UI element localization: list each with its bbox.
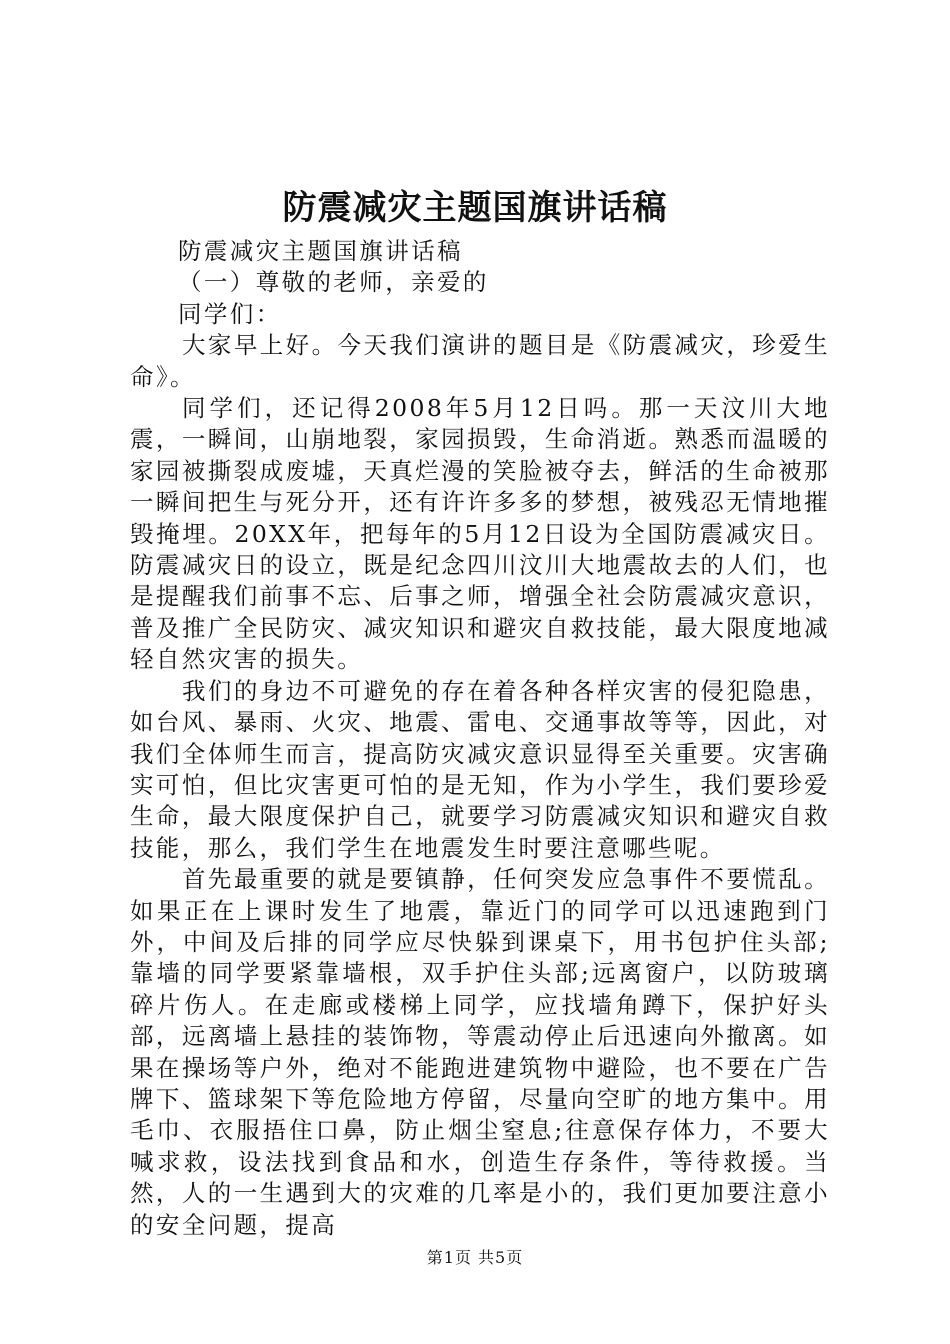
paragraph-hazards: 我们的身边不可避免的存在着各种各样灾害的侵犯隐患，如台风、暴雨、火灾、地震、雷电、交通事故等等，因此，对我们全体师生而言，提高防灾减灾意识显得至关重要。灾害确实可怕，但比灾害更可怕的是无知，作为小学生，我们要珍爱生命，最大限度保护自己，就要学习防震减灾知识和避灾自救技能，那么，我们学生在地震发生时要注意哪些呢。 <box>130 676 830 862</box>
subtitle-line: 防震减灾主题国旗讲话稿 <box>178 237 463 265</box>
salutation-line: （一）尊敬的老师，亲爱的 <box>178 268 489 297</box>
paragraph-earthquake-safety: 首先最重要的就是要镇静，任何突发应急事件不要慌乱。如果正在上课时发生了地震，靠近门的同学可以迅速跑到门外，中间及后排的同学应尽快躲到课桌下，用书包护住头部;靠墙的同学要紧靠墙根，双手护住头部;远离窗户，以防玻璃碎片伤人。在走廊或楼梯上同学，应找墙角蹲下，保护好头部，远离墙上悬挂的装饰物，等震动停止后迅速向外撤离。如果在操场等户外，绝对不能跑进建筑物中避险，也不要在广告牌下、篮球架下等危险地方停留，尽量向空旷的地方集中。用毛巾、衣服捂住口鼻，防止烟尘窒息;往意保存体力，不要大喊求救，设法找到食品和水，创造生存条件，等待救援。当然，人的一生遇到大的灾难的几率是小的，我们更加要注意小的安全问题，提高 <box>130 865 830 1239</box>
page-footer: 第1页 共5页 <box>426 1248 524 1267</box>
paragraph-greeting: 大家早上好。今天我们演讲的题目是《防震减灾，珍爱生命》。 <box>130 331 830 391</box>
salutation-line-2: 同学们： <box>178 299 282 328</box>
document-body <box>130 236 830 1241</box>
paragraph-wenchuan: 同学们，还记得2008年5月12日吗。那一天汶川大地震，一瞬间，山崩地裂，家园损毁，生命消逝。熟悉而温暖的家园被撕裂成废墟，天真烂漫的笑脸被夺去，鲜活的生命被那一瞬间把生与死分开，还有许许多多的梦想，被残忍无情地摧毁掩埋。20XX年，把每年的5月12日设为全国防震减灾日。防震减灾日的设立，既是纪念四川汶川大地震故去的人们，也是提醒我们前事不忘、后事之师，增强全社会防震减灾意识，普及推广全民防灾、减灾知识和避灾自救技能，最大限度地减轻自然灾害的损失。 <box>130 394 830 674</box>
document-title: 防震减灾主题国旗讲话稿 <box>282 188 668 228</box>
